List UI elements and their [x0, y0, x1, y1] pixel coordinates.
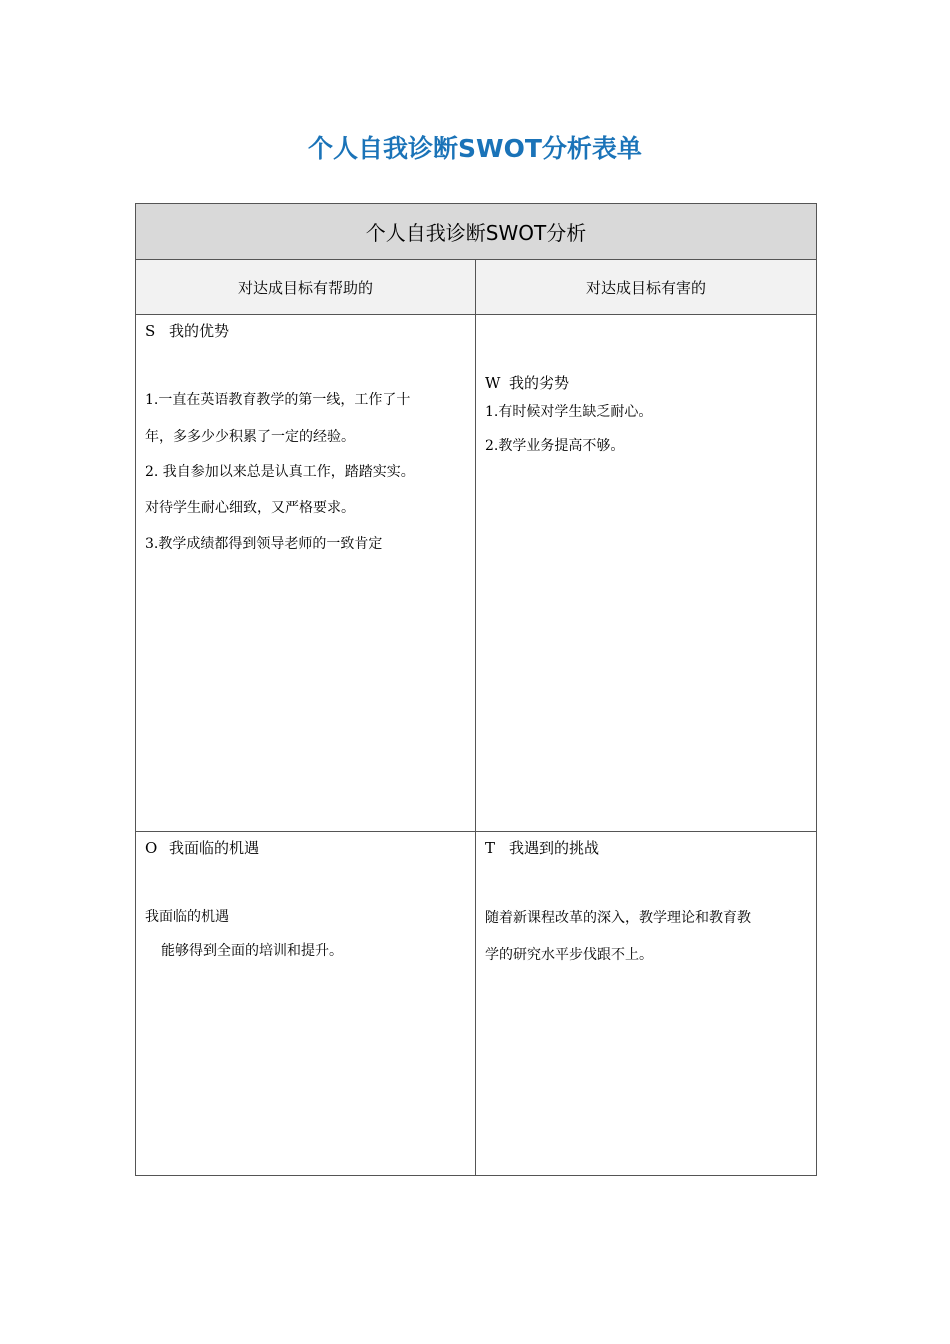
threats-line-2: 学的研究水平步伐跟不上。	[485, 947, 653, 963]
weaknesses-line-2: 2.教学业务提高不够。	[485, 438, 625, 454]
column-header-harmful: 对达成目标有害的	[476, 260, 817, 315]
opportunities-line-2: 能够得到全面的培训和提升。	[161, 943, 343, 959]
table-header: 个人自我诊断SWOT分析	[136, 204, 817, 260]
weaknesses-heading	[485, 371, 808, 395]
weaknesses-letter: W	[485, 374, 501, 392]
weaknesses-label: 我的劣势	[509, 374, 570, 392]
threats-cell	[476, 832, 817, 1176]
opportunities-line-1: 我面临的机遇	[145, 909, 229, 925]
strengths-line-1: 1.一直在英语教育教学的第一线，工作了十	[145, 392, 411, 408]
strengths-heading	[145, 319, 467, 343]
column-header-helpful: 对达成目标有帮助的	[136, 260, 476, 315]
strengths-cell	[136, 315, 476, 832]
strengths-line-5: 3.教学成绩都得到领导老师的一致肯定	[145, 536, 383, 552]
weaknesses-line-1: 1.有时候对学生缺乏耐心。	[485, 404, 653, 420]
threats-letter: T	[485, 839, 496, 857]
strengths-line-3: 2. 我自参加以来总是认真工作，踏踏实实。	[145, 464, 415, 480]
strengths-letter: S	[145, 322, 156, 340]
strengths-label: 我的优势	[169, 322, 230, 340]
opportunities-heading	[145, 836, 467, 860]
opportunities-letter: O	[145, 839, 158, 857]
document-title: 个人自我诊断SWOT分析表单	[308, 134, 642, 163]
strengths-line-2: 年，多多少少积累了一定的经验。	[145, 429, 355, 445]
threats-label: 我遇到的挑战	[509, 839, 600, 857]
threats-heading	[485, 836, 808, 860]
threats-line-1: 随着新课程改革的深入，教学理论和教育教	[485, 910, 751, 926]
swot-table	[135, 203, 817, 1176]
opportunities-label: 我面临的机遇	[169, 839, 260, 857]
opportunities-cell	[136, 832, 476, 1176]
weaknesses-cell	[476, 315, 817, 832]
strengths-line-4: 对待学生耐心细致，又严格要求。	[145, 500, 355, 516]
